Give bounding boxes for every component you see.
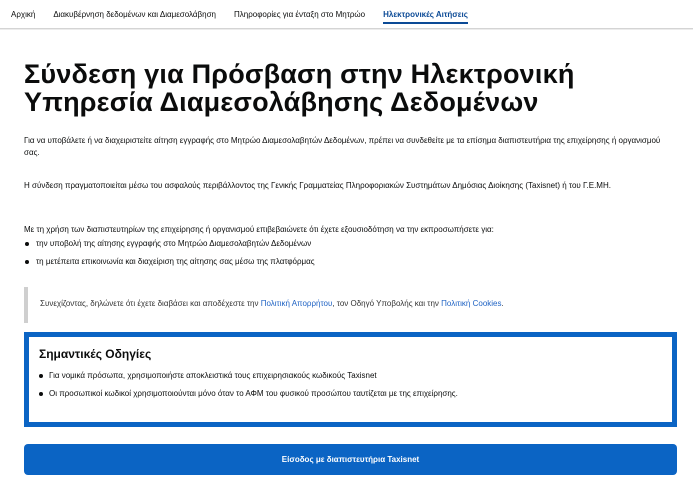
terms-notice — [24, 287, 676, 323]
nav-item-registry-info[interactable]: Πληροφορίες για ένταξη στο Μητρώο — [233, 10, 366, 19]
nav-item-data-governance[interactable]: Διακυβέρνηση δεδομένων και Διαμεσολάβηση — [53, 10, 216, 19]
authorization-paragraph: Με τη χρήση των διαπιστευτηρίων της επιχείρησης ή οργανισμού επιβεβαιώνετε ότι έχετε εξουσιοδότηση να την εκπροσωπήσετε για: — [24, 225, 494, 234]
taxisnet-login-button[interactable]: Είσοδος με διαπιστευτήρια Taxisnet — [24, 444, 677, 475]
top-navigation — [0, 0, 693, 29]
page-title: Σύνδεση για Πρόσβαση στην Ηλεκτρονική Υπηρεσία Διαμεσολάβησης Δεδομένων — [24, 59, 575, 117]
connection-paragraph: Η σύνδεση πραγματοποιείται μέσω του ασφαλούς περιβάλλοντος της Γενικής Γραμματείας Πληροφοριακών Συστημάτων Δημόσιας Διοίκησης (Taxisnet) ή του Γ.Ε.ΜΗ. — [24, 181, 611, 190]
authorization-list — [24, 238, 664, 274]
intro-paragraph: Για να υποβάλετε ή να διαχειριστείτε αίτηση εγγραφής στο Μητρώο Διαμεσολαβητών Δεδομένων, πρέπει να συνδεθείτε με τα επίσημα διαπιστευτήρια της επιχείρησης ή οργανισμού σας. — [24, 136, 661, 157]
important-list — [39, 370, 672, 399]
list-item: τη μετέπειτα επικοινωνία και διαχείριση της αίτησης σας μέσω της πλατφόρμας — [24, 256, 664, 268]
list-item: την υποβολή της αίτησης εγγραφής στο Μητρώο Διαμεσολαβητών Δεδομένων — [24, 238, 664, 250]
notice-text: . — [501, 299, 504, 308]
notice-text: Συνεχίζοντας, δηλώνετε ότι έχετε διαβάσει και αποδέχεστε την — [40, 299, 261, 308]
nav-item-home[interactable]: Αρχική — [11, 10, 36, 19]
cookies-policy-link[interactable]: Πολιτική Cookies — [441, 299, 502, 308]
nav-item-electronic-applications[interactable]: Ηλεκτρονικές Αιτήσεις — [383, 10, 468, 24]
notice-text: , τον Οδηγό Υποβολής και την — [332, 299, 442, 308]
main-content — [0, 30, 693, 492]
list-item: Οι προσωπικοί κωδικοί χρησιμοποιούνται μόνο όταν το ΑΦΜ του φυσικού προσώπου ταυτίζεται με της επιχείρησης. — [39, 388, 672, 399]
important-title: Σημαντικές Οδηγίες — [39, 347, 152, 361]
privacy-policy-link[interactable]: Πολιτική Απορρήτου — [260, 299, 333, 308]
important-instructions-box — [24, 332, 677, 427]
list-item: Για νομικά πρόσωπα, χρησιμοποιήστε αποκλειστικά τους επιχειρησιακούς κωδικούς Taxisnet — [39, 370, 672, 381]
